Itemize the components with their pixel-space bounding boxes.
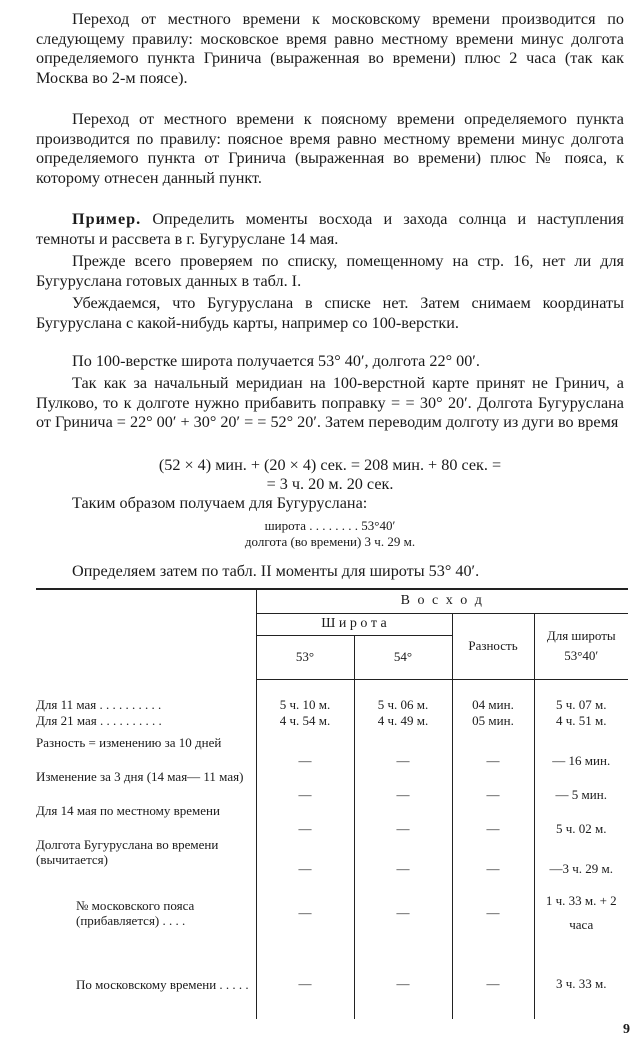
sunrise-table [36, 588, 628, 1019]
header-voskhod: В о с х о д [256, 589, 628, 613]
table-row: Для 11 мая . . . . . . . . . . 5 ч. 10 м. 5 ч. 06 м. 04 мин. 5 ч. 07 м. [36, 697, 628, 713]
paragraph-coordinates: Убеждаемся, что Бугуруслана в списке нет. Затем снимаем координаты Бугуруслана с какой-нибудь карты, например со 100-верстки. [36, 294, 624, 332]
table-row: Разность = изменению за 10 дней — — — — 16 мин. [36, 735, 628, 769]
header-lat-54: 54° [354, 635, 452, 679]
coord-latitude: широта . . . . . . . . 53°40′ [264, 518, 396, 533]
paragraph-moscow-time: Переход от местного времени к московскому времени производится по следующему правилу: московское время равно местному времени минус долгота определяемого пункта Гринича (выраженная во времени) плюс 2 часа (так как Москва во 2-м поясе). [36, 10, 624, 87]
example-text: Определить моменты восхода и захода солнца и наступления темноты и рассвета в г. Бугуруслане 14 мая. [36, 210, 624, 248]
paragraph-zone-time: Переход от местного времени к поясному времени определяемого пункта производится по правилу: поясное время равно местному времени минус долгота определяемого пункта от Гринича (выраженная во времени) плюс № пояса, к которому отнесен данный пункт. [36, 110, 624, 187]
table-row: № московского пояса (прибавляется) . . . . — — — 1 ч. 33 м. + 2 часа [36, 877, 628, 949]
table-row: Долгота Бугуруслана во времени (вычитается) — — — —3 ч. 29 м. [36, 837, 628, 877]
paragraph-table-intro: Определяем затем по табл. II моменты для широты 53° 40′. [72, 562, 480, 580]
formula-line-2: = 3 ч. 20 м. 20 сек. [266, 475, 394, 493]
header-raznost: Разность [452, 613, 534, 679]
coord-longitude: долгота (во времени) 3 ч. 29 м. [244, 534, 416, 549]
formula-line-1: (52 × 4) мин. + (20 × 4) сек. = 208 мин. + 80 сек. = [158, 456, 502, 474]
paragraph-meridian: Так как за начальный меридиан на 100-верстной карте принят не Гринич, а Пулково, то к долготе нужно прибавить поправку = = 30° 20′. Долгота Бугуруслана от Гринича = 22° 00′ + 30° 20′ = = 52° 20′. Затем переводим долготу из дуги во время [36, 374, 624, 431]
paragraph-example [36, 210, 624, 249]
table-row: Для 21 мая . . . . . . . . . . 4 ч. 54 м. 4 ч. 49 м. 05 мин. 4 ч. 51 м. [36, 713, 628, 735]
paragraph-latitude: По 100-верстке широта получается 53° 40′, долгота 22° 00′. [72, 352, 480, 370]
header-shirota: Ш и р о т а [256, 613, 452, 635]
paragraph-check-list: Прежде всего проверяем по списку, помещенному на стр. 16, нет ли для Бугуруслана готовых данных в табл. I. [36, 252, 624, 290]
header-dlya-shiroty: Для широты 53°40′ [534, 613, 628, 679]
paragraph-result-intro: Таким образом получаем для Бугуруслана: [72, 494, 368, 512]
example-heading: Пример. [72, 210, 142, 228]
table-row: По московскому времени . . . . . — — — 3 ч. 33 м. [36, 949, 628, 1019]
page-number: 9 [623, 1022, 630, 1037]
header-lat-53: 53° [256, 635, 354, 679]
table-row: Изменение за 3 дня (14 мая— 11 мая) — — — — 5 мин. [36, 769, 628, 803]
table-row: Для 14 мая по местному времени — — — 5 ч. 02 м. [36, 803, 628, 837]
